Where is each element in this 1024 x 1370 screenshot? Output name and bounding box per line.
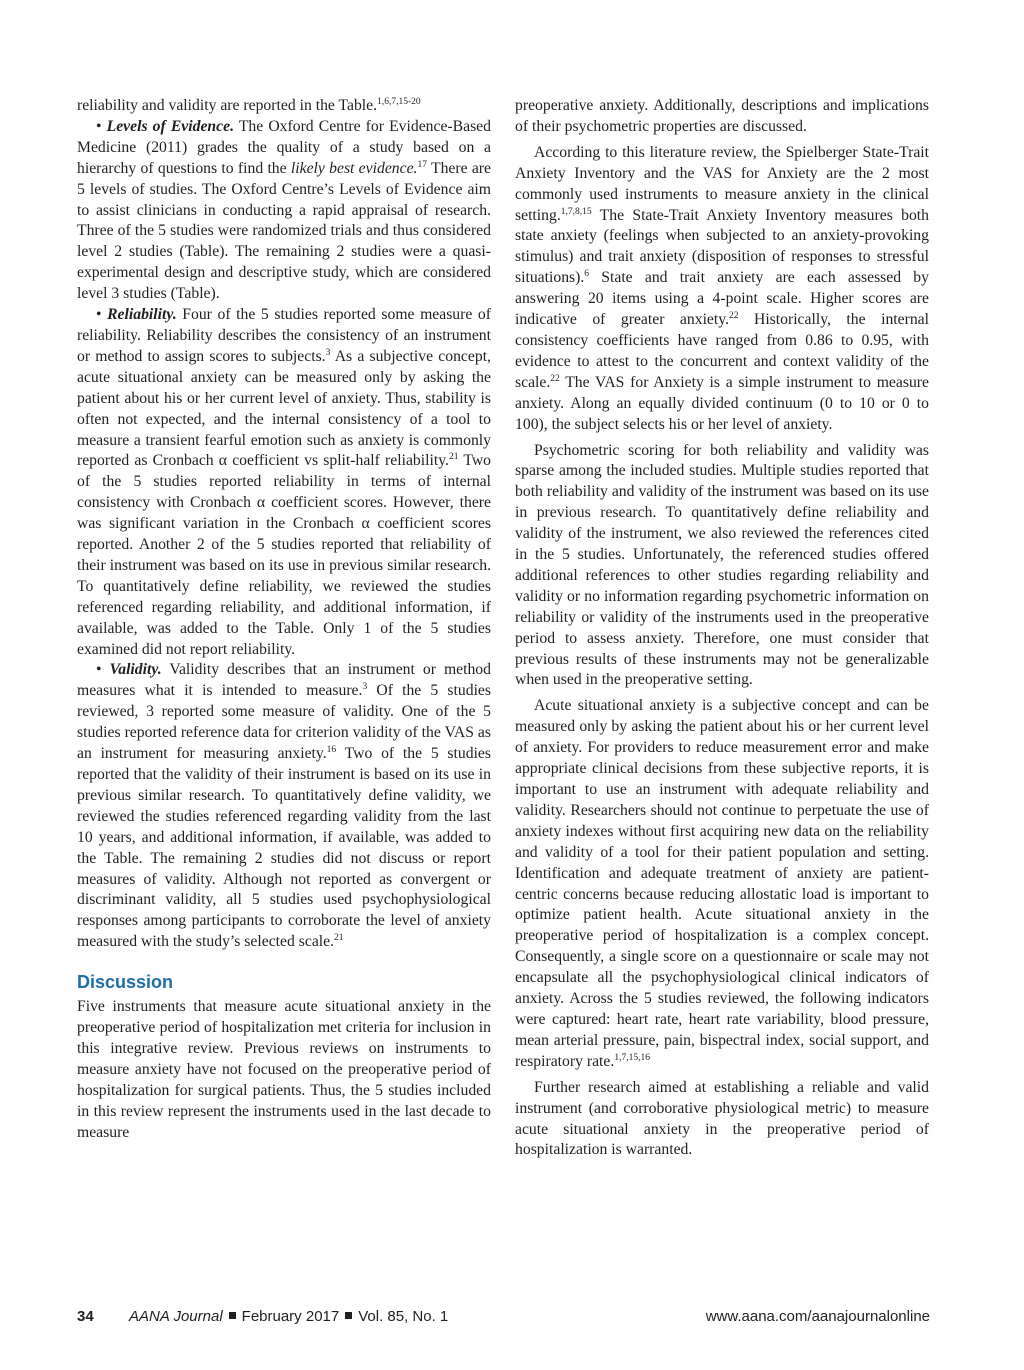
citation: 1,7,8,15 [560, 206, 592, 217]
text-run: reliability and validity are reported in the Table. [77, 97, 378, 114]
text-run: State and trait anxiety are each assessed by answering 20 items using a 4-point scale. Higher scores are indicative of greater anxiety. [515, 269, 929, 329]
text-run: There are 5 levels of studies. The Oxford Centre’s Levels of Evidence aim to assist clinicians in conducting a rapid appraisal of research. Three of the 5 studies were randomized trials and thus considered level 2 studies (Table). The remaining 2 studies were a quasi-experimental design and descriptive study, which are considered level 3 studies (Table). [77, 159, 491, 303]
citation: 21 [448, 452, 459, 463]
text-run: The Oxford Centre for Evidence-Based Medicine (2011) grades the quality of a study based on a hierarchy of questions to find the [77, 117, 491, 177]
discussion-paragraph: Five instruments that measure acute situational anxiety in the preoperative period of hospitalization met criteria for inclusion in this integrative review. Previous reviews on instruments to measure anxiety have not focused on the preoperative period of hospitalization for surgical patients. Thus, the 5 studies included in this review represent the instruments used in the last decade to measure [77, 998, 491, 1141]
journal-url: www.aana.com/aanajournalonline [705, 1308, 930, 1325]
bullet-heading: Validity. [109, 661, 162, 679]
citation: 3 [325, 347, 331, 358]
citation: 22 [550, 373, 560, 384]
bullet-heading: Levels of Evidence. [106, 117, 234, 135]
journal-name: AANA Journal [129, 1308, 223, 1325]
issue-date: February 2017 [241, 1308, 340, 1325]
text-run: According to this literature review, the Spielberger State-Trait Anxiety Inventory and the VAS for Anxiety are the 2 most commonly used instruments to measure anxiety in the clinical setting. [515, 143, 929, 224]
text-run: The State-Trait Anxiety Inventory measures both state anxiety (feelings when subjected to an anxiety-provoking stimulus) and trait anxiety (disposition of responses to stressful situations). [515, 206, 929, 287]
citation: 21 [334, 933, 344, 944]
volume-issue: Vol. 85, No. 1 [358, 1308, 449, 1325]
square-bullet-icon [229, 1312, 236, 1319]
text-run: Of the 5 studies reviewed, 3 reported some measure of validity. One of the 5 studies reported reference data for criterion validity of the VAS as an instrument for measuring anxiety. [77, 682, 492, 763]
paragraph: Further research aimed at establishing a reliable and valid instrument (and corroborative physiological metric) to measure acute situational anxiety in the preoperative period of hospitalization is warranted. [515, 1078, 929, 1159]
text-run: Two of the 5 studies reported reliability in terms of internal consistency with Cronbach α coefficient scores. However, there was significant variation in the Cronbach α coefficient scores reported. Another 2 of the 5 studies reported that reliability of their instrument was based on its use in previous similar research. To quantitatively define reliability, we reviewed the studies referenced regarding reliability, and additional information, if available, was added to the Table. Only 1 of the 5 studies examined did not report reliability. [77, 452, 491, 658]
citation: 6 [584, 269, 590, 280]
text-run: likely best evidence. [290, 159, 418, 177]
left-column [77, 96, 491, 1144]
citation: 1,6,7,15-20 [377, 97, 421, 107]
page-footer [77, 1308, 930, 1332]
text-run: Acute situational anxiety is a subjective concept and can be measured only by asking the patient about his or her current level of anxiety. For providers to reduce measurement error and make appropriate clinical decisions from these subjective reports, it is important to use an instrument with adequate reliability and validity. Researchers should not continue to perpetuate the use of anxiety indexes without first acquiring new data on the reliability and validity of a tool for their patient population and setting. Identification and adequate treatment of anxiety are patient-centric concerns because reducing allostatic load is important to optimize patient health. Acute situational anxiety in the preoperative period of hospitalization is a complex concept. Consequently, a single score on a questionnaire or scale may not encapsulate all the psychophysiological clinical indicators of anxiety. Across the 5 studies reviewed, the following indicators were captured: heart rate, heart rate variability, blood pressure, mean arterial pressure, pain, bispectral index, social support, and respiratory rate. [515, 697, 929, 1070]
paragraph [515, 143, 929, 436]
text-run: Historically, the internal consistency coefficients have ranged from 0.86 to 0.95, with evidence to attest to the concurrent and context validity of the scale. [515, 311, 929, 391]
text-run: The VAS for Anxiety is a simple instrument to measure anxiety. Along an equally divided continuum (0 to 10 or 0 to 100), the subject selects his or her level of anxiety. [515, 373, 929, 433]
levels-paragraph: • Levels of Evidence. The Oxford Centre for Evidence-Based Medicine (2011) grades the quality of a study based on a hierarchy of questions to find the likely best evidence.$^{17}$ There are 5 levels of studies. The Oxford Centre’s Levels of Evidence aim to assist clinicians in conducting a rapid appraisal of research. Three of the 5 studies were randomized trials and thus considered level 2 studies (Table). The remaining 2 studies were a quasi-experimental design and descriptive study, which are considered level 3 studies (Table). [77, 117, 491, 303]
discussion-heading: Discussion [77, 972, 174, 993]
text-run: Two of the 5 studies reported that the validity of their instrument is based on its use in previous similar research. To quantitatively define validity, we reviewed the studies referenced regarding validity from the last 10 years, and additional information, if available, was added to the Table. The remaining 2 studies did not discuss or report measures of validity. Although not reported as convergent or discriminant validity, all 5 studies used psychophysiological responses among participants to corroborate the level of anxiety measured with the study’s selected scale. [77, 745, 492, 951]
bullet-heading: Reliability. [107, 306, 177, 324]
text-run: Validity describes that an instrument or method measures what it is intended to measure. [77, 661, 491, 700]
reliability-paragraph: • Reliability. Four of the 5 studies reported some measure of reliability. Reliability describes the consistency of an instrument or method to assign scores to subjects.$^3$ As a subjective concept, acute situational anxiety can be measured only by asking the patient about his or her current level of anxiety. Thus, stability is often not expected, and the internal consistency of a tool to measure a transient fearful emotion such as anxiety is commonly reported as Cronbach α coefficient vs split-half reliability.$^{21}$ Two of the 5 studies reported reliability in terms of internal consistency with Cronbach α coefficient scores. However, there was significant variation in the Cronbach α coefficient scores reported. Another 2 of the 5 studies reported that reliability of their instrument was based on its use in previous similar research. To quantitatively define reliability, we reviewed the studies referenced regarding reliability, and additional information, if available, was added to the Table. Only 1 of the 5 studies examined did not report reliability. [77, 306, 492, 658]
citation: 3 [362, 682, 368, 693]
paragraph [515, 696, 929, 1072]
citation: 16 [326, 745, 337, 756]
paragraph: Psychometric scoring for both reliability and validity was sparse among the included studies. Multiple studies reported that both reliability and validity of the instrument was based on its use in previous research. To quantitatively define reliability and validity of the instrument, we also reviewed the references cited in the 5 studies. Unfortunately, the referenced studies offered additional references to other studies regarding reliability and validity or no information regarding psychometric information on reliability or validity of the instruments used in the preoperative period to assess anxiety. Therefore, one must consider that previous results of these instruments may not be generalizable when used in the preoperative setting. [515, 441, 929, 689]
text-run: Four of the 5 studies reported some measure of reliability. Reliability describes the consistency of an instrument or method to assign scores to subjects. [77, 306, 492, 365]
validity-paragraph: • Validity. Validity describes that an instrument or method measures what it is intended to measure.$^3$ Of the 5 studies reviewed, 3 reported some measure of validity. One of the 5 studies reported reference data for criterion validity of the VAS as an instrument for measuring anxiety.$^{16}$ Two of the 5 studies reported that the validity of their instrument is based on its use in previous similar research. To quantitatively define validity, we reviewed the studies referenced regarding validity from the last 10 years, and additional information, if available, was added to the Table. The remaining 2 studies did not discuss or report measures of validity. Although not reported as convergent or discriminant validity, all 5 studies used psychophysiological responses among participants to corroborate the level of anxiety measured with the study’s selected scale.$^{21}$ [77, 661, 492, 951]
page-number: 34 [77, 1308, 94, 1325]
paragraph: preoperative anxiety. Additionally, descriptions and implications of their psychometric properties are discussed. [515, 97, 929, 135]
citation: 22 [729, 311, 739, 322]
citation: 17 [417, 159, 427, 170]
text-run: As a subjective concept, acute situational anxiety can be measured only by asking the patient about his or her current level of anxiety. Thus, stability is often not expected, and the internal consistency of a tool to measure a transient fearful emotion such as anxiety is commonly reported as Cronbach α coefficient vs split-half reliability. [77, 347, 491, 470]
journal-citation [129, 1308, 448, 1325]
citation: 1,7,15,16 [614, 1052, 650, 1063]
right-column [515, 96, 929, 1161]
square-bullet-icon [345, 1312, 352, 1319]
paragraph [77, 96, 491, 117]
